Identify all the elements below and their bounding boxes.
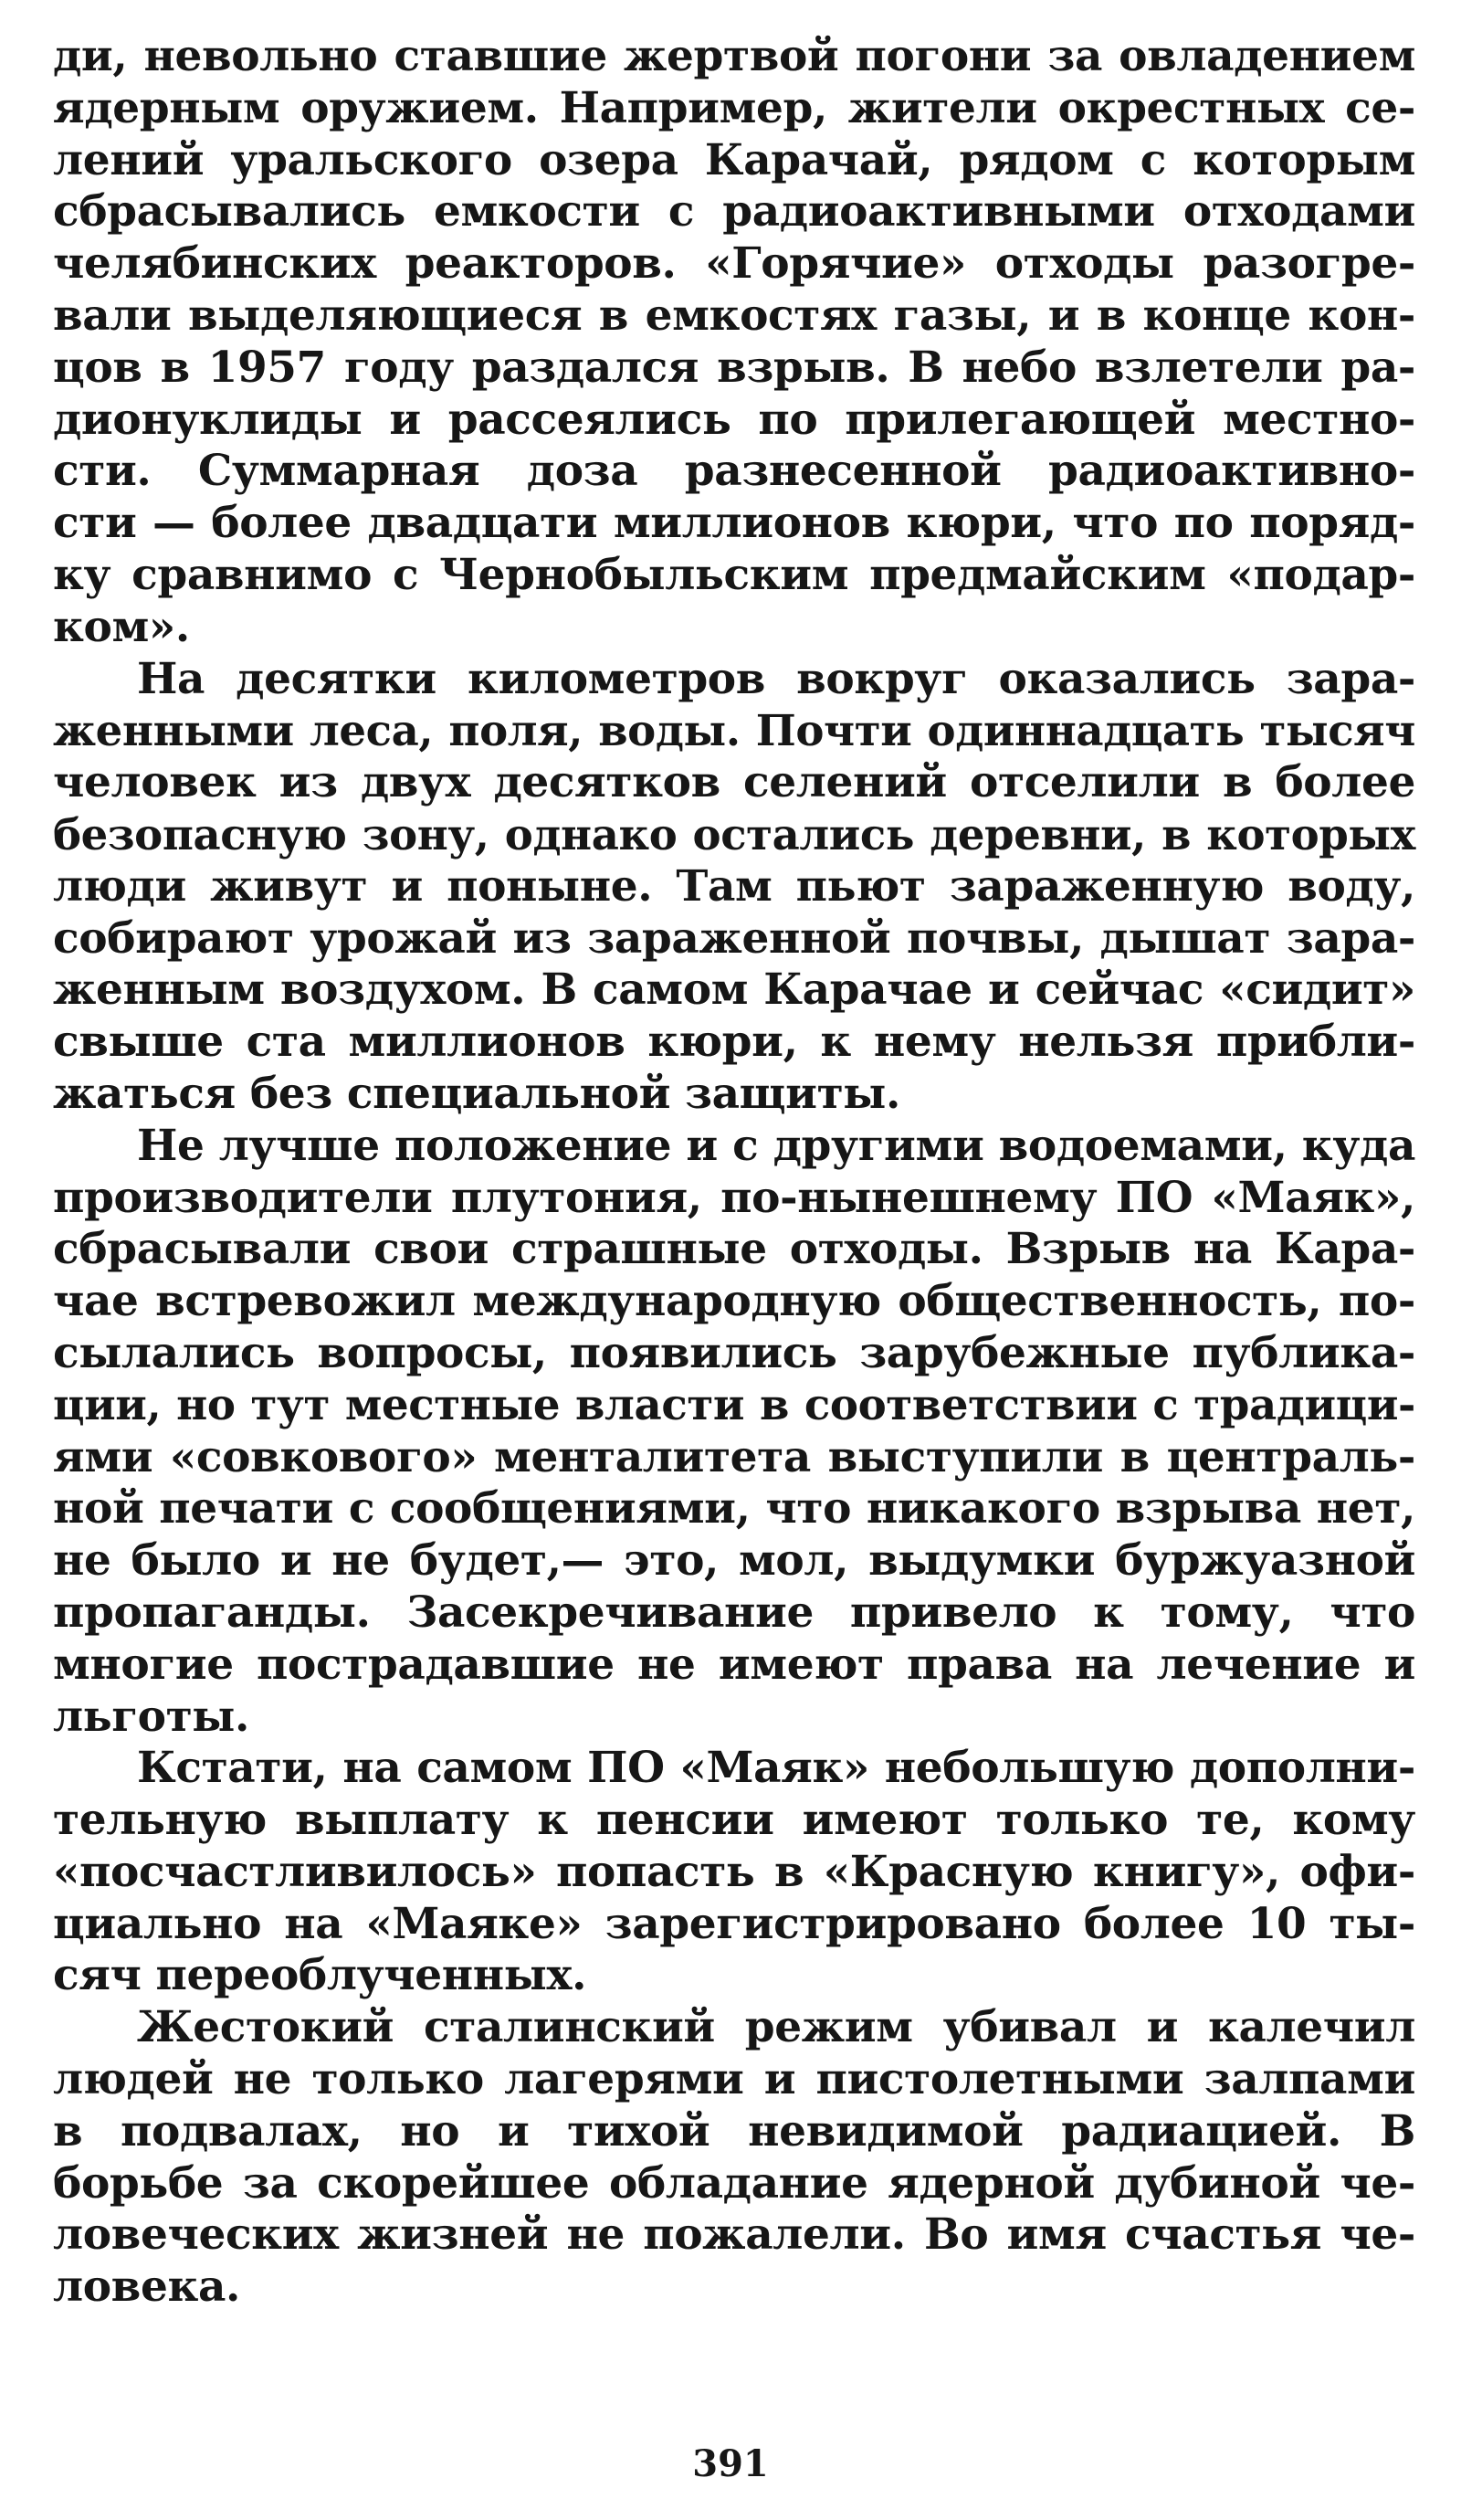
text-line: ной печати с сообщениями, что никакого взрыва нет, xyxy=(53,1483,1415,1534)
text-line: ядерным оружием. Например, жители окрестных се- xyxy=(53,82,1415,133)
paragraph-3 xyxy=(53,1121,1415,1744)
text-line: сбрасывались емкости с радиоактивными отходами xyxy=(53,186,1415,237)
text-line: женным воздухом. В самом Карачае и сейчас «сидит» xyxy=(53,965,1415,1016)
text-line: цов в 1957 году раздался взрыв. В небо взлетели ра- xyxy=(53,342,1415,393)
text-line: ди, невольно ставшие жертвой погони за овладением xyxy=(53,31,1415,81)
text-line: сяч переоблученных. xyxy=(53,1950,587,2001)
text-line: лений уральского озера Карачай, рядом с которым xyxy=(53,134,1415,185)
text-line: льготы. xyxy=(53,1691,249,1742)
text-line: многие пострадавшие не имеют права на лечение и xyxy=(53,1639,1415,1690)
text-line: человек из двух десятков селений отселили в более xyxy=(53,757,1415,808)
text-line: сылались вопросы, появились зарубежные публика- xyxy=(53,1327,1415,1378)
text-line: дионуклиды и рассеялись по прилегающей местно- xyxy=(53,394,1415,445)
text-line: На десятки километров вокруг оказались зара- xyxy=(137,653,1415,704)
text-line: сти. Суммарная доза разнесенной радиоактивно- xyxy=(53,446,1415,497)
text-line: чае встревожил международную общественность, по- xyxy=(53,1276,1415,1327)
text-line: челябинских реакторов. «Горячие» отходы разогре- xyxy=(53,238,1415,290)
text-line: сти — более двадцати миллионов кюри, что по поряд- xyxy=(53,498,1415,549)
text-line: сбрасывали свои страшные отходы. Взрыв на Кара- xyxy=(53,1224,1415,1275)
text-line: Не лучше положение и с другими водоемами, куда xyxy=(137,1120,1415,1171)
text-line: Жестокий сталинский режим убивал и калечил xyxy=(137,2002,1415,2053)
text-line: людей не только лагерями и пистолетными залпами xyxy=(53,2054,1415,2105)
text-line: вали выделяющиеся в емкостях газы, и в конце кон- xyxy=(53,290,1415,341)
text-line: ку сравнимо с Чернобыльским предмайским «подар- xyxy=(53,549,1415,600)
text-line: производители плутония, по-нынешнему ПО «Маяк», xyxy=(53,1172,1415,1223)
text-line: ями «совкового» менталитета выступили в централь- xyxy=(53,1431,1415,1482)
paragraph-4 xyxy=(53,1743,1415,2002)
text-line: безопасную зону, однако остались деревни, в которых xyxy=(53,808,1415,859)
text-line: ловеческих жизней не пожалели. Во имя счастья че- xyxy=(53,2209,1415,2261)
paragraph-1 xyxy=(53,31,1415,654)
text-line: собирают урожай из зараженной почвы, дышат зара- xyxy=(53,912,1415,964)
text-line: ции, но тут местные власти в соответствии с традици- xyxy=(53,1379,1415,1430)
text-line: циально на «Маяке» зарегистрировано более 10 ты- xyxy=(53,1898,1415,1949)
page-number: 391 xyxy=(692,2442,769,2485)
paragraph-2 xyxy=(53,654,1415,1121)
text-line: женными леса, поля, воды. Почти одиннадцать тысяч xyxy=(53,705,1415,756)
text-line: пропаганды. Засекречивание привело к тому, что xyxy=(53,1587,1415,1638)
text-line: Кстати, на самом ПО «Маяк» небольшую дополни- xyxy=(137,1743,1415,1794)
text-line: тельную выплату к пенсии имеют только те, кому xyxy=(53,1795,1415,1846)
text-line: ловека. xyxy=(53,2262,241,2313)
paragraph-5 xyxy=(53,2002,1415,2314)
text-line: не было и не будет,— это, мол, выдумки буржуазной xyxy=(53,1535,1415,1587)
text-line: ком». xyxy=(53,601,190,652)
text-line: «посчастливилось» попасть в «Красную книгу», офи- xyxy=(53,1846,1415,1897)
text-line: свыше ста миллионов кюри, к нему нельзя прибли- xyxy=(53,1017,1415,1068)
text-line: люди живут и поныне. Там пьют зараженную воду, xyxy=(53,860,1415,912)
text-line: жаться без специальной защиты. xyxy=(53,1068,900,1119)
text-column xyxy=(53,31,1415,2314)
text-line: в подвалах, но и тихой невидимой радиацией. В xyxy=(53,2105,1415,2156)
text-line: борьбе за скорейшее обладание ядерной дубиной че- xyxy=(53,2157,1415,2209)
